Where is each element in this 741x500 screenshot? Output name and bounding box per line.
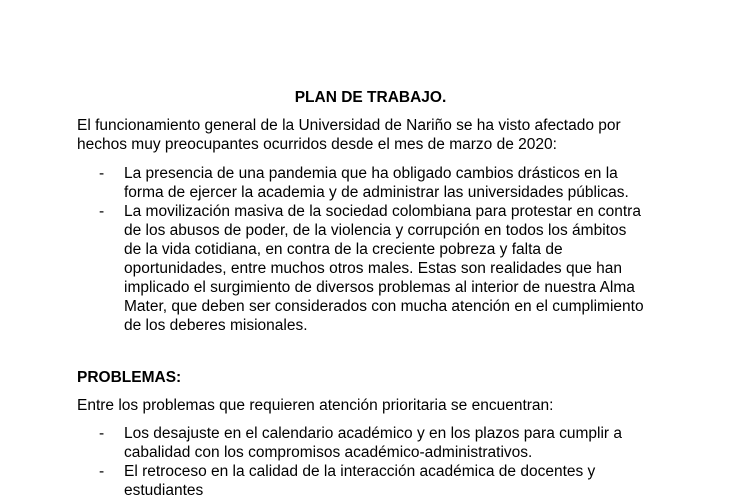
list-item: [0, 202, 741, 335]
intro-line: El funcionamiento general de la Universidad de Nariño se ha visto afectado por: [77, 117, 621, 134]
list-item: [0, 462, 741, 500]
document-title: PLAN DE TRABAJO.: [294, 89, 447, 106]
bullet-line: de la vida cotidiana, en contra de la creciente pobreza y falta de: [124, 241, 563, 258]
bullet-text: [124, 164, 741, 202]
bullet-line: El retroceso en la calidad de la interacción académica de docentes y: [124, 463, 596, 480]
problems-heading: PROBLEMAS:: [77, 369, 182, 386]
intro-line: hechos muy preocupantes ocurridos desde el mes de marzo de 2020:: [77, 136, 557, 153]
bullet-line: implicado el surgimiento de diversos problemas al interior de nuestra Alma: [124, 279, 635, 296]
bullet-marker: -: [99, 425, 105, 442]
bullet-line: La movilización masiva de la sociedad colombiana para protestar en contra: [124, 203, 641, 220]
bullet-text: [124, 462, 741, 500]
list-item: [0, 164, 741, 202]
bullet-line: oportunidades, entre muchos otros males. Estas son realidades que han: [124, 260, 623, 277]
list-item: [0, 424, 741, 462]
bullet-marker: -: [99, 165, 105, 182]
problems-bullet-list: [0, 424, 741, 500]
context-bullet-list: [0, 164, 741, 335]
bullet-line: forma de ejercer la academia y de administrar las universidades públicas.: [124, 184, 629, 201]
bullet-line: estudiantes: [124, 482, 204, 499]
bullet-line: Los desajuste en el calendario académico y en los plazos para cumplir a: [124, 425, 623, 442]
problems-intro: Entre los problemas que requieren atención prioritaria se encuentran:: [77, 397, 554, 414]
bullet-line: Mater, que deben ser considerados con mucha atención en el cumplimiento: [124, 298, 644, 315]
bullet-text: [124, 424, 741, 462]
bullet-marker: -: [99, 463, 105, 480]
bullet-line: de los abusos de poder, de la violencia y corrupción en todos los ámbitos: [124, 222, 627, 239]
bullet-marker: -: [99, 203, 105, 220]
intro-paragraph: [77, 116, 677, 154]
bullet-line: La presencia de una pandemia que ha obligado cambios drásticos en la: [124, 165, 618, 182]
bullet-line: cabalidad con los compromisos académico-administrativos.: [124, 444, 533, 461]
bullet-line: de los deberes misionales.: [124, 317, 308, 334]
bullet-text: [124, 202, 741, 335]
